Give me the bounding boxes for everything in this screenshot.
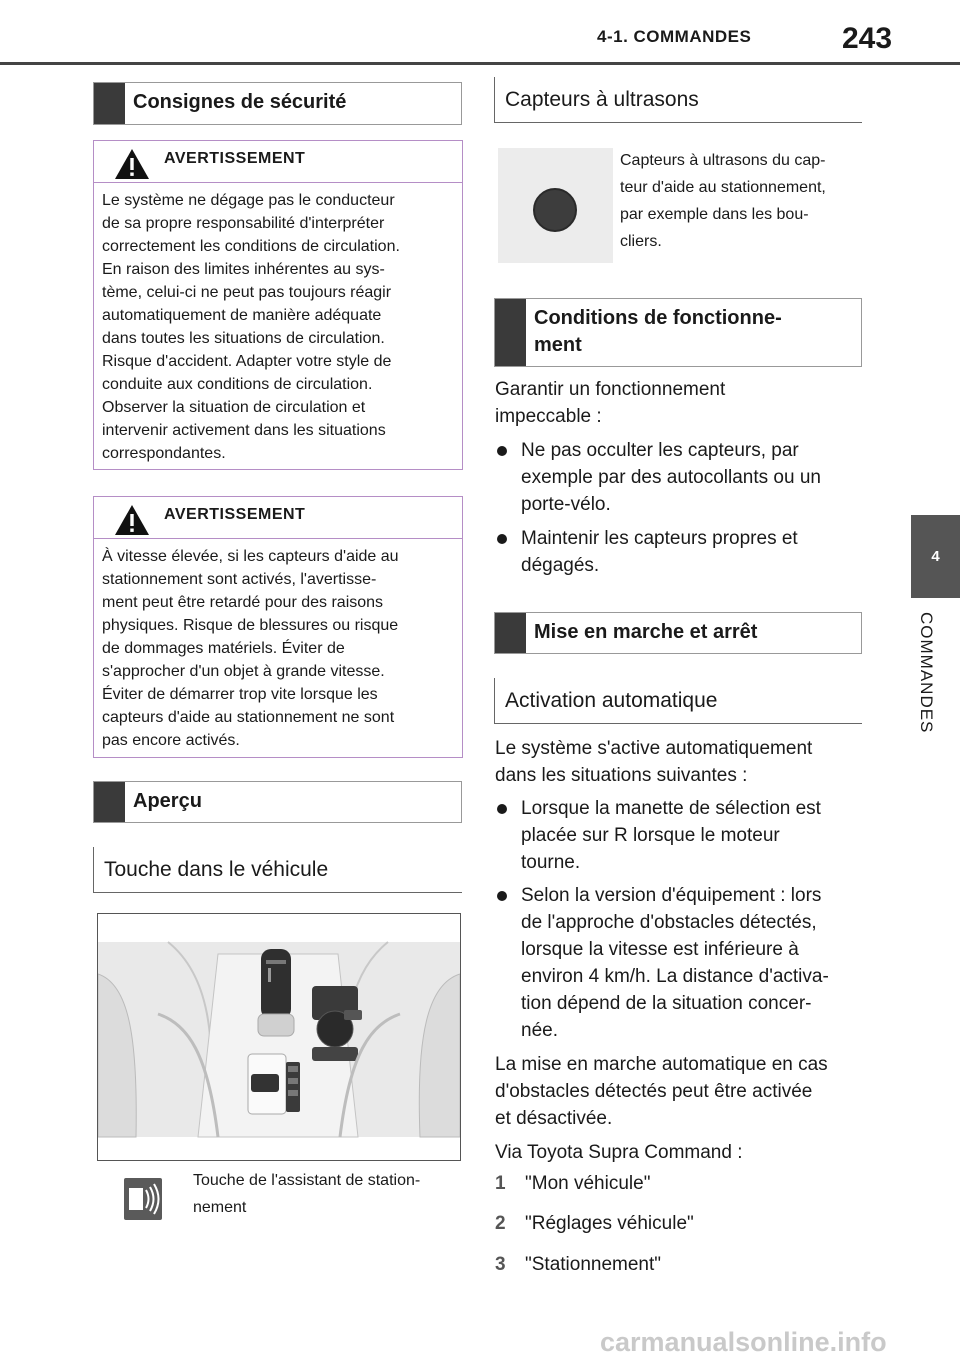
conditions-intro: Garantir un fonctionnement impeccable : — [495, 379, 726, 427]
subheading-ultrasonic-sensors: Capteurs à ultrasons — [494, 77, 862, 123]
conditions-bullet: Ne pas occulter les capteurs, par exemple par des autocollants ou un porte-vélo. — [495, 437, 865, 518]
warning-triangle-icon — [114, 148, 150, 180]
header-rule — [0, 62, 960, 65]
warning-title: AVERTISSEMENT — [164, 150, 306, 167]
chapter-title: 4-1. COMMANDES — [597, 27, 752, 46]
step-item: 2 "Réglages véhicule" — [495, 1213, 694, 1234]
warning-text-2: À vitesse élevée, si les capteurs d'aide au stationnement sont activés, l'avertisse- ment peut être retardé pour des raisons physiques. Risque de blessures ou risque de dommages matériels. Éviter de s'approcher d'un objet à grande vitesse. Éviter de démarrer trop vite lorsque les capteurs d'aide au stationnement ne sont pas encore activés. — [102, 548, 399, 749]
section-heading-conditions — [494, 298, 862, 367]
section-heading-text: Mise en marche et arrêt — [534, 621, 758, 643]
center-console-illustration — [97, 913, 461, 1161]
auto-intro: Le système s'active automatiquement dans les situations suivantes : — [495, 738, 813, 786]
step-item: 1 "Mon véhicule" — [495, 1173, 651, 1194]
watermark: carmanualsonline.info — [600, 1327, 887, 1357]
subheading-vehicle-button: Touche dans le véhicule — [93, 847, 462, 893]
auto-bullet: Lorsque la manette de sélection est placée sur R lorsque le moteur tourne. — [495, 795, 865, 876]
auto-note: La mise en marche automatique en cas d'obstacles détectés peut être activée et désactivée. — [495, 1054, 828, 1129]
conditions-bullet: Maintenir les capteurs propres et dégagés. — [495, 525, 865, 579]
subheading-auto-activation: Activation automatique — [494, 678, 862, 724]
section-heading-text: Aperçu — [133, 790, 202, 812]
park-assist-button-icon — [124, 1178, 162, 1220]
section-heading-safety — [93, 82, 462, 125]
warning-triangle-icon — [114, 504, 150, 536]
section-heading-text: Conditions de fonctionne- ment — [534, 307, 782, 356]
section-heading-overview — [93, 781, 462, 823]
auto-bullet: Selon la version d'équipement : lors de l'approche d'obstacles détectés, lorsque la vitesse est inférieure à environ 4 km/h. La distance d'activa- tion dépend de la situation concer- née. — [495, 882, 865, 1044]
via-command: Via Toyota Supra Command : — [495, 1142, 743, 1163]
section-heading-text: Consignes de sécurité — [133, 91, 347, 113]
warning-text-1: Le système ne dégage pas le conducteur de sa propre responsabilité d'interpréter correctement les conditions de circulation. En raison des limites inhérentes au sys- tème, celui-ci ne peut pas toujours réagir automatiquement de manière adéquate dans toutes les situations de circulation. Risque d'accident. Adapter votre style de conduite aux conditions de circulation. Observer la situation de circulation et intervenir activement dans les situations correspondantes. — [102, 192, 400, 462]
warning-box-2 — [93, 496, 463, 758]
sensor-caption: Capteurs à ultrasons du cap- teur d'aide au stationnement, par exemple dans les bou- cliers. — [620, 152, 826, 250]
warning-box-1 — [93, 140, 463, 470]
chapter-tab: 4 — [911, 515, 960, 598]
center-console-drawing — [98, 914, 460, 1160]
page-number: 243 — [842, 22, 893, 55]
ultrasonic-sensor-image — [498, 148, 613, 263]
section-heading-on-off — [494, 612, 862, 654]
warning-title: AVERTISSEMENT — [164, 506, 306, 523]
button-caption: Touche de l'assistant de station- nement — [193, 1172, 421, 1216]
step-item: 3 "Stationnement" — [495, 1254, 662, 1275]
chapter-tab-label: COMMANDES — [917, 612, 936, 734]
